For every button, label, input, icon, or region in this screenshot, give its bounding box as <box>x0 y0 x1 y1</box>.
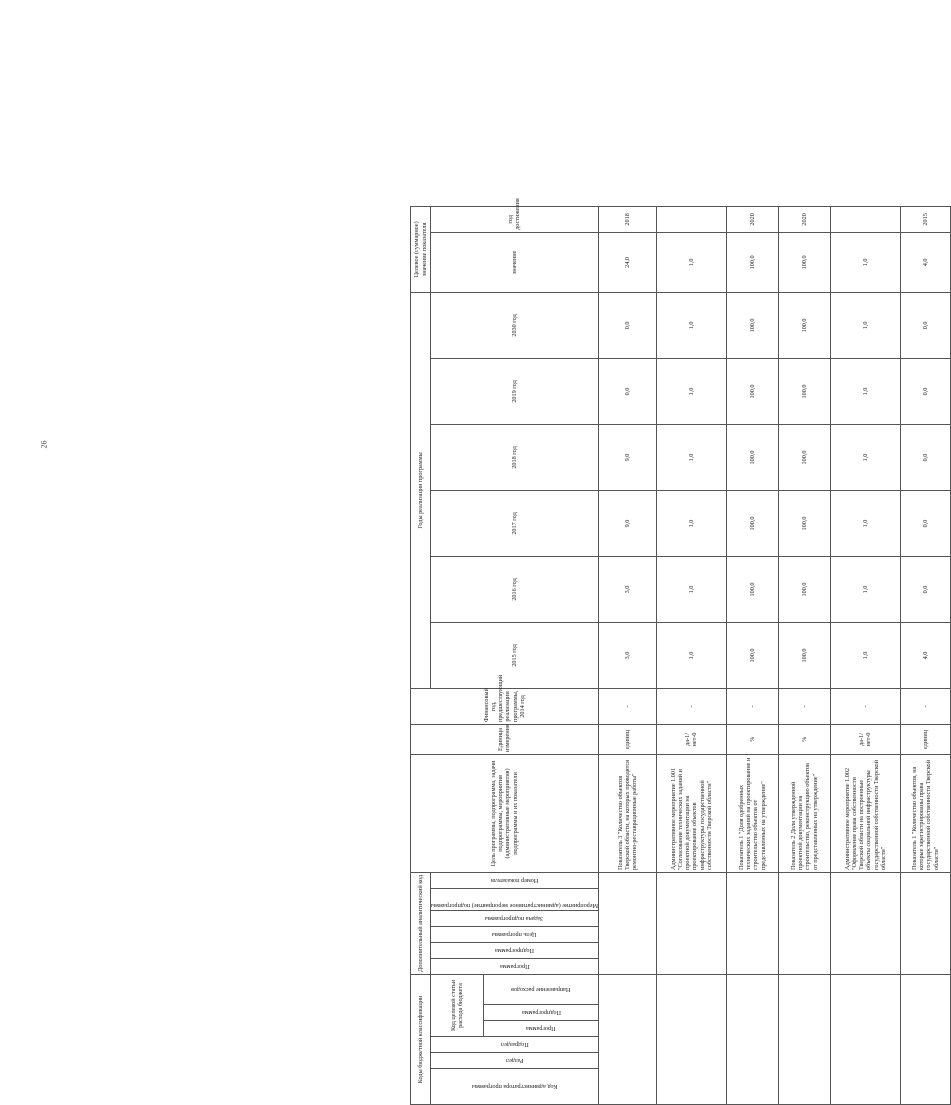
analytic-code-cells <box>656 872 726 974</box>
value-2030: 100,0 <box>778 292 830 358</box>
row-target-year <box>830 206 900 232</box>
row-fin-year: - <box>726 688 778 724</box>
row-target-value: 100,0 <box>778 232 830 292</box>
value-2017: 9,0 <box>598 490 656 556</box>
unit-header: Единица измерения <box>411 724 599 754</box>
budget-code-cells <box>900 974 950 1104</box>
name-header: Цель программы, подпрограмма, задачи подпрограммы, мероприятия (административные мероприятия) подпрограммы и их показатели <box>411 754 599 872</box>
row-fin-year: - <box>656 688 726 724</box>
year-2030-header: 2030 год <box>431 292 599 358</box>
value-2018: 1,0 <box>656 424 726 490</box>
table-row <box>778 206 830 1104</box>
an-task-header: Задача подпрограммы <box>485 915 544 923</box>
value-2019: 100,0 <box>726 358 778 424</box>
an-activity-header: Мероприятие (административное мероприятие) подпрограммы <box>431 902 598 910</box>
budget-code-cells <box>778 974 830 1104</box>
table-row <box>830 206 900 1104</box>
row-name: Административное мероприятие 1.001 "Согласование технических заданий и проектной документации на проектирование объектов инфраструктуры государственной собственности Тверской области" <box>656 754 726 872</box>
table-row <box>656 206 726 1104</box>
budget-code-cells <box>598 974 656 1104</box>
program-table <box>410 198 951 1105</box>
budget-classification-header: Коды бюджетной классификации <box>411 974 431 1104</box>
row-name: Показатель 2 Доля утвержденной проектной документации на строительство, реконструкцию объектов от представленных на утверждение" <box>778 754 830 872</box>
row-target-value: 4,0 <box>900 232 950 292</box>
value-2017: 100,0 <box>726 490 778 556</box>
subprogram-header: Подпрограмма <box>521 1009 561 1017</box>
row-name: Административное мероприятие 1.002 "Оформление права собственности Тверской области на построенные объекты социальной инфраструктуры государственной собственности Тверской области" <box>830 754 900 872</box>
value-2016: 100,0 <box>726 556 778 622</box>
value-2019: 1,0 <box>656 358 726 424</box>
analytic-code-cells <box>900 872 950 974</box>
row-name: Показатель 1 "Доля одобренных технических заданий на проектирование и строительство объектов от представленных на утверждение" <box>726 754 778 872</box>
value-2016: 1,0 <box>656 556 726 622</box>
value-2019: 0,0 <box>598 358 656 424</box>
row-unit: % <box>778 724 830 754</box>
year-2015-header: 2015 год <box>431 622 599 688</box>
value-2016: 3,0 <box>598 556 656 622</box>
value-2015: 100,0 <box>778 622 830 688</box>
subsection-header: Подраздел <box>500 1041 529 1049</box>
budget-code-cells <box>656 974 726 1104</box>
row-target-value: 1,0 <box>830 232 900 292</box>
analytic-code-header: Дополнительный аналитический код <box>411 872 431 974</box>
value-2016: 1,0 <box>830 556 900 622</box>
row-name: Показатель 1 "Количество объектов, на которые зарегистрированы права государственной собственности Тверской области" <box>900 754 950 872</box>
row-target-year: 2015 <box>900 206 950 232</box>
value-2016: 0,0 <box>900 556 950 622</box>
row-unit: % <box>726 724 778 754</box>
year-2017-header: 2017 год <box>431 490 599 556</box>
an-program-header: Программа <box>499 963 530 971</box>
value-2015: 1,0 <box>656 622 726 688</box>
value-2016: 100,0 <box>778 556 830 622</box>
value-2017: 0,0 <box>900 490 950 556</box>
row-target-year: 2020 <box>726 206 778 232</box>
target-value-header: значение <box>431 232 599 292</box>
analytic-code-cells <box>726 872 778 974</box>
value-2018: 0,0 <box>900 424 950 490</box>
value-2018: 100,0 <box>778 424 830 490</box>
value-2019: 1,0 <box>830 358 900 424</box>
value-2017: 1,0 <box>656 490 726 556</box>
value-2030: 100,0 <box>726 292 778 358</box>
row-target-year: 2018 <box>598 206 656 232</box>
row-target-value: 1,0 <box>656 232 726 292</box>
row-fin-year: - <box>598 688 656 724</box>
value-2017: 100,0 <box>778 490 830 556</box>
page-number: 26 <box>39 440 49 449</box>
an-goal-header: Цель программы <box>492 931 537 939</box>
value-2030: 0,0 <box>900 292 950 358</box>
target-group-header: Целевое (суммарное) значение показателя <box>411 206 431 292</box>
year-2019-header: 2019 год <box>431 358 599 424</box>
row-target-year <box>656 206 726 232</box>
row-unit: да-1/ нет-0 <box>830 724 900 754</box>
fin-year-header: Финансовый год, предшествующий реализации программы, 2014 год <box>411 688 599 724</box>
row-fin-year: - <box>900 688 950 724</box>
value-2017: 1,0 <box>830 490 900 556</box>
value-2015: 1,0 <box>830 622 900 688</box>
an-indicator-header: Номер показателя <box>490 877 539 885</box>
row-unit: единиц <box>900 724 950 754</box>
table-row <box>598 206 656 1104</box>
row-target-value: 24,0 <box>598 232 656 292</box>
value-2018: 100,0 <box>726 424 778 490</box>
value-2030: 0,0 <box>598 292 656 358</box>
year-2016-header: 2016 год <box>431 556 599 622</box>
row-unit: да-1/ нет-0 <box>656 724 726 754</box>
value-2015: 100,0 <box>726 622 778 688</box>
row-fin-year: - <box>830 688 900 724</box>
table-row <box>726 206 778 1104</box>
row-target-value: 100,0 <box>726 232 778 292</box>
target-article-header: Код целевой статьи расхода бюджета <box>431 974 484 1036</box>
section-header: Раздел <box>505 1057 524 1065</box>
years-group-header: Годы реализации программы <box>411 292 431 688</box>
value-2018: 1,0 <box>830 424 900 490</box>
value-2019: 100,0 <box>778 358 830 424</box>
rotated-page <box>410 198 940 1105</box>
row-unit: единиц <box>598 724 656 754</box>
year-2018-header: 2018 год <box>431 424 599 490</box>
row-name: Показатель 3 "Количество объектов Тверской области, на которых проводятся ремонтно-реставрационные работы" <box>598 754 656 872</box>
value-2015: 4,0 <box>900 622 950 688</box>
value-2030: 1,0 <box>656 292 726 358</box>
direction-header: Направление расходов <box>511 986 571 994</box>
analytic-code-cells <box>778 872 830 974</box>
analytic-code-cells <box>598 872 656 974</box>
an-subprogram-header: Подпрограмма <box>495 947 534 955</box>
row-target-year: 2020 <box>778 206 830 232</box>
value-2030: 1,0 <box>830 292 900 358</box>
admin-code-header: Код администратора программы <box>471 1083 558 1091</box>
table-row <box>900 206 950 1104</box>
value-2018: 9,0 <box>598 424 656 490</box>
budget-code-cells <box>830 974 900 1104</box>
budget-code-cells <box>726 974 778 1104</box>
target-year-header: год достижения <box>431 206 599 232</box>
program-header: Программа <box>526 1025 556 1033</box>
analytic-code-cells <box>830 872 900 974</box>
value-2019: 0,0 <box>900 358 950 424</box>
value-2015: 3,0 <box>598 622 656 688</box>
row-fin-year: - <box>778 688 830 724</box>
